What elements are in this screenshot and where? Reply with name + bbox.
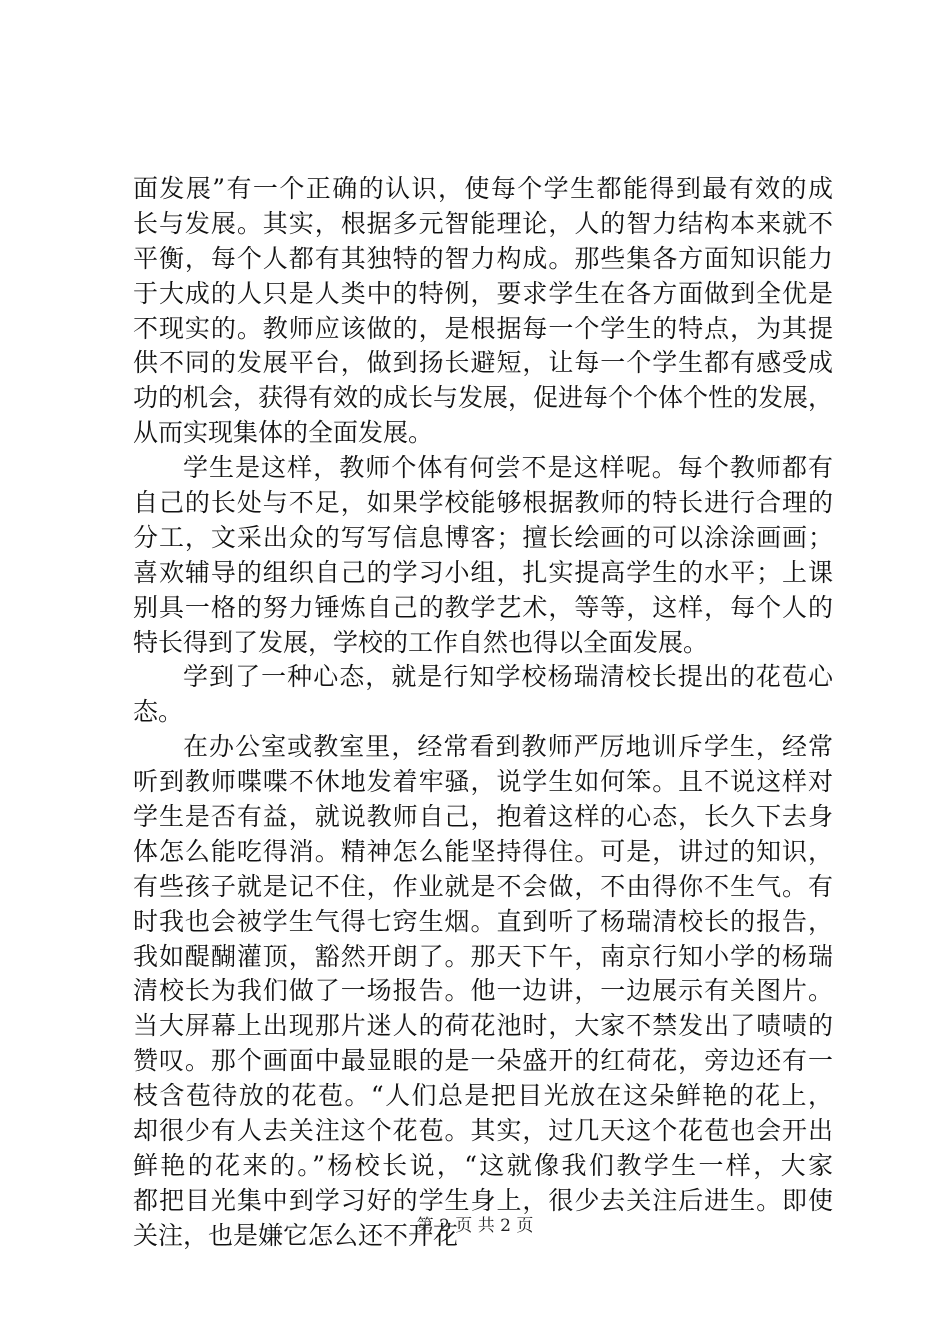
text-line: 我如醍醐灌顶，豁然开朗了。那天下午，南京行知小学的杨瑞 — [133, 941, 833, 971]
text-line: 有些孩子就是记不住，作业就是不会做，不由得你不生气。有 — [133, 871, 833, 901]
text-line: 面发展”有一个正确的认识，使每个学生都能得到最有效的成 — [133, 174, 833, 203]
text-line: 特长得到了发展，学校的工作自然也得以全面发展。 — [133, 627, 709, 657]
text-line: 平衡，每个人都有其独特的智力构成。那些集各方面知识能力 — [133, 243, 833, 273]
document-body — [133, 172, 833, 1254]
text-line: 鲜艳的花来的。”杨校长说，“这就像我们教学生一样，大家 — [133, 1150, 833, 1180]
text-line: 分工，文采出众的写写信息博客；擅长绘画的可以涂涂画画； — [133, 522, 833, 552]
text-line: 从而实现集体的全面发展。 — [133, 418, 434, 448]
text-line: 长与发展。其实，根据多元智能理论，人的智力结构本来就不 — [133, 208, 833, 238]
text-line: 听到教师喋喋不休地发着牢骚，说学生如何笨。且不说这样对 — [133, 767, 833, 797]
text-line: 枝含苞待放的花苞。“人们总是把目光放在这朵鲜艳的花上， — [133, 1081, 833, 1111]
text-line: 在办公室或教室里，经常看到教师严厉地训斥学生，经常 — [183, 732, 833, 762]
text-line: 却很少有人去关注这个花苞。其实，过几天这个花苞也会开出 — [133, 1116, 833, 1146]
text-line: 喜欢辅导的组织自己的学习小组，扎实提高学生的水平；上课 — [133, 557, 833, 587]
text-line: 学生是否有益，就说教师自己，抱着这样的心态，长久下去身 — [133, 802, 833, 832]
text-line: 态。 — [133, 697, 184, 727]
text-line: 关注，也是嫌它怎么还不开花 — [133, 1220, 459, 1250]
text-line: 别具一格的努力锤炼自己的教学艺术，等等，这样，每个人的 — [133, 592, 833, 622]
text-line: 当大屏幕上出现那片迷人的荷花池时，大家不禁发出了啧啧的 — [133, 1011, 833, 1041]
text-line: 时我也会被学生气得七窍生烟。直到听了杨瑞清校长的报告， — [133, 906, 833, 936]
page-number-footer: 第 2 页 共 2 页 — [416, 1216, 534, 1236]
text-line: 都把目光集中到学习好的学生身上，很少去关注后进生。即使 — [133, 1185, 833, 1215]
text-line: 供不同的发展平台，做到扬长避短，让每一个学生都有感受成 — [133, 348, 833, 378]
text-line: 功的机会，获得有效的成长与发展，促进每个个体个性的发展， — [133, 383, 834, 413]
text-line: 于大成的人只是人类中的特例，要求学生在各方面做到全优是 — [133, 278, 833, 308]
text-line: 赞叹。那个画面中最显眼的是一朵盛开的红荷花，旁边还有一 — [133, 1046, 833, 1076]
text-line: 不现实的。教师应该做的，是根据每一个学生的特点，为其提 — [133, 313, 833, 343]
text-line: 学到了一种心态，就是行知学校杨瑞清校长提出的花苞心 — [183, 662, 833, 692]
text-line: 学生是这样，教师个体有何尝不是这样呢。每个教师都有 — [183, 453, 833, 483]
text-line: 体怎么能吃得消。精神怎么能坚持得住。可是，讲过的知识， — [133, 836, 833, 866]
text-line: 自己的长处与不足，如果学校能够根据教师的特长进行合理的 — [133, 488, 833, 518]
text-line: 清校长为我们做了一场报告。他一边讲，一边展示有关图片。 — [133, 976, 833, 1006]
